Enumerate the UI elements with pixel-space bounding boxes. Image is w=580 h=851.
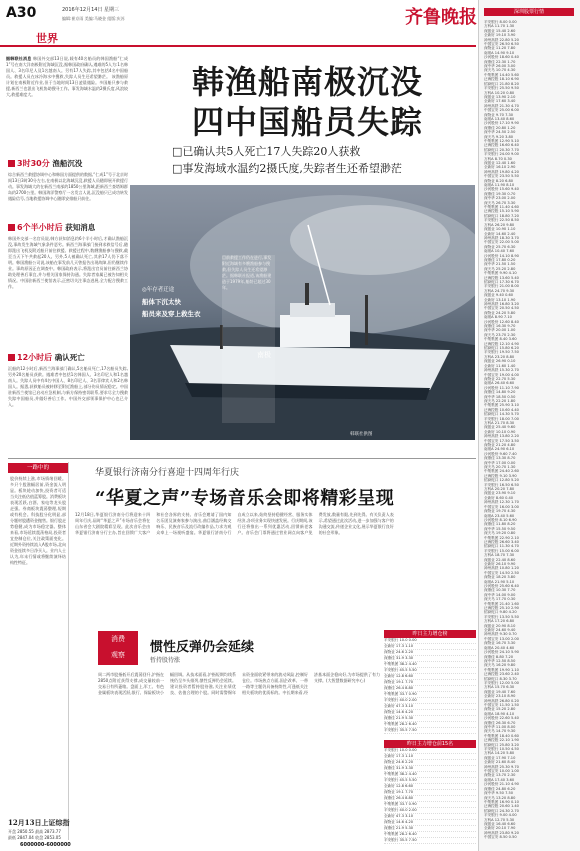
stock-row: 泛海控股 22.10 1.90 (484, 738, 519, 743)
table-row: 深物业 14.6 4.20 (384, 710, 476, 716)
stock-row: 深康佳 14.80 9.20 (484, 390, 516, 395)
stock-row: 平安银行 25.50 9.50 (484, 86, 519, 91)
headline-line-1: 韩渔船南极沉没 (191, 63, 423, 101)
stock-row: 万科A 14.20 5.80 (484, 751, 515, 756)
stock-row: 泛海控股 18.10 6.90 (484, 77, 519, 82)
stock-row: 神州高铁 19.80 4.20 (484, 169, 519, 174)
analysis-title: 惯性反弹仍会延续 (150, 640, 255, 655)
stock-row: 深振业 15.40 2.60 (484, 28, 516, 33)
stock-row: 沙河股份 14.10 8.90 (484, 253, 519, 258)
market-line-1: 开盘 2850.55 最高 2873.77 (8, 829, 61, 834)
table-title: 昨日主力增仓榜 (384, 630, 476, 638)
stock-row: 中国宝安 10.00 1.00 (484, 769, 519, 774)
table-rows (384, 748, 476, 844)
stock-rows (484, 20, 576, 842)
stock-row: 南玻A 14.90 9.10 (484, 50, 515, 55)
table-row: 深康佳 31.9 3.30 (384, 766, 476, 772)
stock-row: 深中华 15.50 9.50 (484, 526, 516, 531)
stock-row: 深中华 12.50 8.50 (484, 658, 516, 663)
stock-row: 深振业 20.90 8.10 (484, 623, 516, 628)
stock-row: 平安银行 15.00 6.00 (484, 548, 519, 553)
table-1 (384, 630, 476, 734)
stock-row: 深物业 19.70 4.30 (484, 509, 516, 514)
stock-row: 中集集团 8.40 3.60 (484, 337, 517, 342)
stock-row: 沙河股份 21.10 4.90 (484, 782, 519, 787)
stock-row: 万科A 18.70 7.30 (484, 553, 515, 558)
stock-row: 全新好 13.10 1.90 (484, 297, 516, 302)
stock-row: 中国宝安 19.00 4.00 (484, 372, 519, 377)
stock-row: 深物业 25.70 6.30 (484, 244, 516, 249)
stock-row: 南玻A 13.40 8.60 (484, 116, 515, 121)
stock-row: 深中华 9.50 7.50 (484, 791, 514, 796)
stock-row: 中集集团 19.90 1.10 (484, 667, 519, 672)
timeline-text: 综合新西兰救援协调中心和韩国方面提供的数据,“仁成1”号于北京时间13日3时30分左右,在南极以北海域沉没,救援人员随即展开救援行动。事发海域大约在新西兰南部约1850公里海域,距新西兰查塔姆群岛约2700公里。韩国海洋警察厅一名发言人说,沉没船只已成功转发遇险信号,当地救援协调中心随即安排船只前往。 (8, 172, 128, 201)
table-row: 深物业 19.1 7.70 (384, 790, 476, 796)
page-code: A30 (6, 5, 37, 21)
table-row: 深康佳 21.9 5.30 (384, 716, 476, 722)
table-row: 深物业 14.6 4.20 (384, 820, 476, 826)
stock-row: 深康佳 20.80 1.20 (484, 125, 516, 130)
stock-row: 全新好 16.10 2.90 (484, 165, 516, 170)
stock-row: 中集集团 18.40 0.60 (484, 733, 519, 738)
stock-row: 全新好 14.60 2.40 (484, 231, 516, 236)
stock-row: 深天马 16.20 9.80 (484, 663, 516, 668)
stock-row: 深振业 25.40 9.60 (484, 425, 516, 430)
stock-row: 招商蛇口 18.80 7.20 (484, 213, 519, 218)
stock-row: 平安银行 22.50 8.50 (484, 218, 519, 223)
stock-row: 全新好 11.60 1.40 (484, 363, 516, 368)
stock-row: 神州高铁 25.30 9.70 (484, 764, 519, 769)
stock-row: 招商蛇口 9.80 4.20 (484, 610, 517, 615)
stock-row: 神州高铁 22.80 5.20 (484, 37, 519, 42)
stock-row: 中国宝安 13.00 2.00 (484, 636, 519, 641)
stock-row: 深天马 20.70 1.30 (484, 465, 516, 470)
badge-bottom: 观察 (111, 651, 125, 659)
stock-row: 万科A 17.20 6.80 (484, 619, 515, 624)
stock-row: 沙河股份 11.10 7.90 (484, 385, 519, 390)
stock-row: 南玻A 8.90 7.10 (484, 315, 512, 320)
table-row: 平安银行 45.5 5.50 (384, 778, 476, 784)
table-row: 平安银行 35.5 7.50 (384, 728, 476, 734)
stock-row: 深物业 18.20 3.80 (484, 575, 516, 580)
stock-row: 深康佳 13.30 8.70 (484, 456, 516, 461)
bullet-icon (8, 354, 15, 361)
stock-row: 沙河股份 25.60 6.40 (484, 584, 519, 588)
stock-row: 深物业 16.70 3.30 (484, 641, 516, 646)
photo-label-2: 船员来及穿上救生衣 (142, 310, 201, 318)
stock-row: 沙河股份 24.10 5.90 (484, 650, 519, 655)
table-row: 平安银行 35.5 7.50 (384, 838, 476, 844)
table-row: 中集集团 33.7 0.90 (384, 692, 476, 698)
table-row: 全新好 17.3 1.10 (384, 644, 476, 650)
stock-row: 南玻A 11.90 8.10 (484, 183, 515, 188)
stock-row: 沙河股份 15.60 9.40 (484, 187, 519, 192)
stock-row: 神州高铁 26.80 0.20 (484, 698, 519, 703)
stock-row: 平安银行 24.00 9.00 (484, 152, 519, 157)
stock-row: 深振业 22.40 8.60 (484, 557, 516, 562)
stock-row: 中国宝安 17.50 3.50 (484, 438, 519, 443)
table-row: 全新好 47.3 3.10 (384, 704, 476, 710)
stock-row: 深康佳 16.30 9.70 (484, 324, 516, 329)
stock-row: 万科A 8.70 0.30 (484, 156, 512, 161)
stock-row: 深天马 19.20 0.80 (484, 531, 516, 536)
stock-row: 平安银行 13.50 5.50 (484, 614, 519, 619)
stock-row: 招商蛇口 24.30 2.70 (484, 808, 519, 813)
photo-label-top: ◎年存者迁途 (142, 287, 175, 293)
stock-row: 深康佳 10.30 7.70 (484, 588, 516, 593)
stock-row: 招商蛇口 17.30 6.70 (484, 279, 519, 284)
stock-row: 深物业 24.20 5.80 (484, 310, 516, 315)
stock-row: 中集集团 16.90 0.10 (484, 799, 519, 804)
market-summary (8, 829, 98, 840)
stock-row: 中国宝安 23.50 5.50 (484, 174, 519, 179)
stock-row: 泛海控股 13.60 5.40 (484, 275, 519, 280)
stock-row: 南玻A 21.90 5.10 (484, 579, 515, 584)
stock-row: 泛海控股 23.60 2.40 (484, 672, 519, 677)
stock-row: 泛海控股 25.10 2.90 (484, 606, 519, 611)
timeline-time: 3时30分 (17, 159, 50, 168)
column-badge (98, 631, 138, 665)
stock-row: 深中华 23.00 2.00 (484, 196, 516, 201)
stock-row: 深康佳 26.30 6.70 (484, 720, 516, 725)
table-row: 全新好 17.3 1.10 (384, 754, 476, 760)
stock-row: 神州高铁 15.30 2.70 (484, 368, 519, 373)
stock-row: 南玻A 10.40 7.60 (484, 249, 515, 254)
table-row: 平安银行 10.0 0.00 (384, 638, 476, 644)
stock-row: 招商蛇口 8.30 3.70 (484, 676, 517, 681)
stock-row: 深振业 12.40 1.60 (484, 161, 516, 165)
stock-row: 深振业 13.90 2.10 (484, 94, 516, 99)
stock-row: 招商蛇口 15.80 6.20 (484, 346, 519, 351)
intro-text: 据韩联社消息 韩国外交部13日说,载有40名船员的韩国渔船“仁成1”号在南大洋南极附近海域沉没,据韩国政府确认,遇难的5人为:1名韩国人、3名印尼人及1名越南人。另有17人失踪,其中包括4名中国船员。救援人员在冰冷海水中搜救,失踪人员生还希望渺茫。 该渔船原计划在南极附近作业,但于当地时间13日凌晨遇险。多国船只参与救援,新西兰也派出飞机协助搜寻工作。事发海域水温约2摄氏度,风浪较大,救援难度大。 (6, 56, 128, 97)
table-row: 深物业 24.6 2.20 (384, 650, 476, 656)
bullet-icon (8, 160, 15, 167)
stock-row: 万科A 20.20 7.80 (484, 487, 515, 492)
stock-row: 沙河股份 22.60 5.40 (484, 716, 519, 721)
subhead-1: □已确认共5人死亡17人失踪20人获救 (172, 145, 361, 158)
stock-row: 深中华 26.00 3.00 (484, 64, 516, 69)
stock-column-title: 深圳股票行情 (484, 8, 574, 16)
culture-body: 12月18日,华夏银行济南分行将迎来十四周年行庆,届时“华夏之声”专场音乐会将在山东省会大剧院精彩呈现。此次音乐会由华夏银行济南分行主办,旨在回馈广大客户和社会各界的支持。音乐会邀请了国内知名乐团及演奏家参与演出,曲目涵盖经典交响乐、民族音乐及流行改编作品,力求为观众奉上一场视听盛宴。华夏银行济南分行自成立以来,始终坚持稳健经营、服务实体经济,各项业务实现快速发展。行庆期间,该行还将推出一系列优惠活动,回馈新老客户。音乐会门票将通过营业网点向客户免费发放,数量有限,先到先得。有关负责人表示,希望通过此次活动,进一步加强与客户的沟通交流,传递企业文化,展示华夏银行良好的社会形象。 (75, 512, 394, 535)
stock-row: 深中华 18.50 0.50 (484, 394, 516, 399)
stock-row: 泛海控股 9.10 3.90 (484, 473, 517, 478)
stock-row: 南玻A 23.40 5.60 (484, 513, 515, 518)
stock-row: 中集集团 25.90 3.10 (484, 403, 519, 408)
stock-row: 中集集团 11.40 4.60 (484, 205, 519, 210)
stock-row: 万科A 21.70 8.30 (484, 420, 515, 425)
timeline-label: 获知消息 (65, 223, 96, 232)
table-row: 深物业 24.6 2.20 (384, 760, 476, 766)
stock-row: 泛海控股 20.60 1.40 (484, 804, 519, 809)
market-line-2: 最低 2847.04 收盘 2853.05 (8, 834, 61, 840)
table-rows (384, 638, 476, 734)
timeline-1 (8, 158, 128, 226)
stock-row: 深物业 8.20 6.80 (484, 178, 514, 183)
stock-row: 全新好 26.10 9.90 (484, 561, 516, 566)
analysis-body: 周二两市股指低开后震荡回升,沪指在2850点附近获得支撑,成交量较前一交易日有所萎缩。盘面上,军工、有色金属板块表现活跃,银行、保险板块小幅回调。从技术面看,沪指短期均线系统仍呈多头排列,惯性反弹仍会延续。建议投资者暂持股待涨,关注业绩优良、估值合理的个股。同时需警惕年末资金面收紧带来的波动风险,控制好仓位。市场热点方面,国企改革、一带一路等主题仍具备持续性,可逢低关注相关板块的优质标的。中长期来看,经济基本面企稳向好,为市场提供了有力支撑。(大智慧数据研究中心) (98, 672, 380, 695)
stock-row: 全新好 23.10 8.90 (484, 694, 516, 699)
bullet-icon (8, 224, 15, 231)
headline (150, 62, 465, 142)
stock-row: 南玻A 18.90 4.10 (484, 711, 515, 716)
stock-row: 深物业 13.70 2.30 (484, 773, 516, 778)
analysis-subtitle: 暂持股待涨 (150, 657, 181, 664)
stock-row: 深振业 26.90 0.10 (484, 359, 516, 364)
timeline-label: 渔船沉没 (52, 159, 83, 168)
timeline-2 (8, 222, 128, 344)
stock-row: 全新好 10.10 0.90 (484, 429, 516, 434)
stock-row: 深天马 22.20 1.80 (484, 398, 516, 403)
headline-line-2: 四中国船员失踪 (191, 103, 423, 141)
photo-credit: 韩联社供图 (350, 432, 373, 437)
stock-row: 万科A 11.70 1.30 (484, 24, 515, 29)
stock-row: 中集集团 14.40 5.60 (484, 72, 519, 77)
stock-row: 招商蛇口 11.30 4.70 (484, 544, 519, 549)
stock-row: 中国宝安 22.00 5.00 (484, 240, 519, 245)
table-row: 平安银行 45.5 5.50 (384, 668, 476, 674)
table-row: 平安银行 10.0 0.00 (384, 748, 476, 754)
stock-row: 中国宝安 14.50 2.50 (484, 570, 519, 575)
section-title: 世界 (36, 32, 58, 45)
table-row: 平安银行 40.0 2.00 (384, 808, 476, 814)
stock-row: 招商蛇口 12.80 5.20 (484, 478, 519, 483)
stock-row: 南玻A 24.90 6.10 (484, 447, 515, 452)
stock-row: 沙河股份 8.10 6.90 (484, 517, 517, 522)
stock-row: 深中华 24.50 2.50 (484, 130, 516, 135)
stock-row: 深中华 17.00 0.00 (484, 460, 516, 465)
stock-row: 万科A 12.70 5.30 (484, 817, 515, 822)
table-row: 全新好 12.8 6.60 (384, 674, 476, 680)
stock-row: 中集集团 22.90 2.10 (484, 535, 519, 540)
stock-row: 南玻A 26.40 6.60 (484, 381, 515, 386)
stock-row: 深中华 14.00 9.00 (484, 592, 516, 597)
stock-row: 深物业 15.20 2.80 (484, 707, 516, 712)
ad-column-title: 一路中的 (8, 463, 68, 473)
stock-row: 平安银行 19.50 7.50 (484, 350, 519, 355)
editors-line: 编辑:崔京雨 美编:马晓金 组版:庆苏 (62, 16, 125, 21)
stock-row: 泛海控股 16.60 6.40 (484, 143, 519, 148)
issue-date: 2016年12月14日 星期三 (62, 7, 120, 13)
stock-row: 神州高铁 13.80 2.20 (484, 434, 519, 439)
stock-row: 深物业 21.20 4.80 (484, 443, 516, 447)
stock-row: 平安银行 21.00 8.00 (484, 284, 519, 289)
stock-row: 万科A 15.70 6.30 (484, 685, 515, 690)
market-title: 12月13日上证综指 (8, 818, 70, 827)
stock-row: 沙河股份 17.10 9.90 (484, 121, 519, 126)
table-row: 平安银行 40.0 2.00 (384, 698, 476, 704)
stock-row: 万科A 24.70 9.30 (484, 288, 515, 293)
stock-row: 全新好 17.60 3.40 (484, 99, 516, 104)
stock-row: 深物业 9.70 7.30 (484, 112, 514, 117)
stock-row: 平安银行 18.00 7.00 (484, 416, 519, 421)
stock-row: 神州高铁 18.30 3.70 (484, 235, 519, 240)
stock-row: 深中华 11.00 8.00 (484, 725, 516, 729)
table-2-main (384, 740, 476, 844)
stock-row: 中国宝安 8.50 0.50 (484, 835, 517, 840)
stock-row: 神州高铁 12.30 1.70 (484, 500, 519, 505)
stock-row: 深中华 21.50 1.50 (484, 262, 516, 267)
stock-row: 全新好 8.60 0.40 (484, 495, 514, 500)
stock-row: 招商蛇口 25.80 3.20 (484, 742, 519, 747)
stock-row: 中集集团 21.40 1.60 (484, 601, 519, 606)
stock-row: 深中华 20.00 1.00 (484, 328, 516, 333)
stock-row: 深天马 14.70 9.30 (484, 729, 516, 734)
intro-head: 据韩联社消息 (6, 56, 32, 61)
table-title: 昨日主力增仓前15名 (384, 740, 476, 748)
stock-row: 中国宝安 11.50 1.50 (484, 702, 519, 707)
stock-row: 万科A 26.20 9.80 (484, 222, 515, 227)
stock-row: 神州高铁 21.30 4.70 (484, 103, 519, 108)
stock-row: 中集集团 24.40 2.60 (484, 469, 519, 474)
table-row: 中集集团 28.2 6.40 (384, 832, 476, 838)
stock-row: 平安银行 9.00 4.00 (484, 813, 517, 818)
stock-row: 平安银行 16.50 6.50 (484, 482, 519, 487)
timeline-label: 确认死亡 (54, 353, 85, 362)
stock-row: 深康佳 19.30 0.70 (484, 191, 516, 196)
stock-row: 神州高铁 9.30 0.70 (484, 632, 517, 637)
badge-top: 消费 (111, 635, 125, 643)
newspaper-logo: 齐鲁晚报 (405, 7, 477, 28)
table-row: 全新好 47.3 3.10 (384, 814, 476, 820)
stock-row: 深康佳 24.80 6.20 (484, 786, 516, 791)
stock-row: 深振业 9.40 0.60 (484, 293, 514, 298)
stock-row: 深天马 17.70 0.30 (484, 597, 516, 602)
stock-row: 平安银行 8.00 0.00 (484, 20, 517, 24)
stock-row: 招商蛇口 21.80 8.20 (484, 81, 519, 86)
stock-row: 全新好 21.60 8.40 (484, 760, 516, 765)
stock-row: 深康佳 22.30 1.70 (484, 59, 516, 64)
table-row: 中集集团 33.7 0.90 (384, 802, 476, 808)
stock-row: 万科A 23.20 8.80 (484, 354, 515, 359)
stock-row: 深天马 25.20 2.80 (484, 266, 516, 271)
culture-subtitle: 华夏银行济南分行喜迎十四周年行庆 (95, 468, 240, 478)
stock-row: 深康佳 17.80 0.20 (484, 257, 516, 262)
stock-row: 沙河股份 12.60 8.40 (484, 319, 519, 324)
stock-row: 泛海控股 26.60 3.40 (484, 539, 519, 544)
stock-row: 神州高铁 16.80 3.20 (484, 302, 519, 306)
header-rule (0, 45, 476, 47)
stock-row: 全新好 24.60 9.40 (484, 628, 516, 633)
stock-row: 沙河股份 18.60 0.40 (484, 55, 519, 60)
timeline-text: 韩国外交部一名官员说,韩方获知消息约6个半小时后,才确认渔船沉没,事故发生海域气象条件恶劣。新西兰海事部门接到求救信号后,随即派出飞机及附近船只前往救援。救援过程中,数艘渔船参与搜救,截至当天下午共救起20人。另外,5人被确认死亡,其余17人仍下落不明。韩国渔船公司说,该船在事发前几天曾报告出现故障,但仍继续作业。事故原因正在调查中。韩国政府表示,将派出官员前往新西兰协助处理善后事宜,并与相关国家保持沟通。失踪者家属已被告知相关情况。中国驻新西兰使馆表示,正密切关注事态进展,全力配合搜救工作。 (8, 236, 128, 289)
stock-row: 中国宝安 20.50 4.50 (484, 306, 519, 311)
hotline: 6000000-6000000 (20, 842, 71, 848)
left-column (6, 56, 128, 156)
culture-title: “华夏之声”专场音乐会即将精彩呈现 (95, 488, 395, 509)
table-row: 中集集团 38.2 4.40 (384, 772, 476, 778)
stock-row: 万科A 10.20 0.80 (484, 90, 515, 95)
stock-row: 泛海控股 15.10 5.90 (484, 209, 519, 214)
table-row: 全新好 12.8 6.60 (384, 784, 476, 790)
stock-row: 深振业 23.90 9.10 (484, 491, 516, 496)
stock-row: 深物业 22.70 5.30 (484, 376, 516, 381)
photo-note: 南极 (257, 351, 271, 359)
stock-row: 招商蛇口 20.30 7.70 (484, 147, 519, 152)
stock-row: 深物业 11.20 7.80 (484, 46, 516, 51)
stock-row: 泛海控股 10.60 4.40 (484, 407, 519, 412)
timeline-3 (8, 352, 128, 462)
table-row: 深康佳 21.9 5.30 (384, 826, 476, 832)
table-row: 中集集团 38.2 4.40 (384, 662, 476, 668)
stock-row: 深振业 10.90 1.10 (484, 227, 516, 232)
stock-row: 深天马 10.70 4.30 (484, 68, 516, 73)
stock-row: 南玻A 17.40 3.60 (484, 777, 515, 782)
stock-row: 全新好 20.10 7.90 (484, 826, 516, 831)
stock-row: 中国宝安 25.00 6.00 (484, 108, 519, 113)
stock-row: 全新好 19.10 3.90 (484, 33, 516, 38)
stock-row: 中国宝安 16.00 3.00 (484, 504, 519, 509)
table-row: 深物业 19.1 7.70 (384, 680, 476, 686)
section-divider (8, 458, 476, 459)
timeline-time: 6个半小时后 (17, 223, 63, 232)
stock-row: 神州高铁 23.80 9.20 (484, 830, 519, 835)
stock-row: 招商蛇口 14.30 5.70 (484, 412, 519, 417)
table-row: 深康佳 26.4 8.80 (384, 686, 476, 692)
stock-row: 中集集团 12.90 5.10 (484, 138, 519, 143)
stock-row: 中国宝安 26.50 6.50 (484, 42, 519, 47)
stock-row: 深天马 26.70 3.30 (484, 200, 516, 205)
photo-label-1: 船体下沉太快 (142, 298, 181, 306)
stock-row: 平安银行 12.00 5.00 (484, 680, 519, 685)
timeline-text: 沉船约12小时后,新西兰海事部门确认,5名船员死亡,17名船员失踪,另外20名船员获救。遇难者中包括1名韩国人、3名印尼人和1名越南人。失踪人员中有4名中国人、8名印尼人、3名菲律宾人和2名韩国人。据悉,获救船员被转移至附近渔船上,部分伤员情况稳定。中国驻新西兰使馆已启动应急机制,与新方保持密切联系,要求尽全力搜救失踪中国船员,并做好善后工作。中国外交部领事保护中心也已介入。 (8, 366, 128, 407)
table-row: 中集集团 28.2 6.40 (384, 722, 476, 728)
table-row: 深康佳 31.9 3.30 (384, 656, 476, 662)
table-row: 深康佳 26.4 8.80 (384, 796, 476, 802)
stock-row: 深天马 9.20 3.80 (484, 134, 514, 139)
stock-row: 中集集团 9.90 4.10 (484, 271, 517, 276)
stock-row: 沙河股份 9.60 7.40 (484, 451, 517, 456)
stock-row: 深天马 23.70 2.30 (484, 332, 516, 337)
stock-row: 深康佳 8.80 7.20 (484, 654, 514, 659)
ad-text: 股价持续上涨,市场情绪回暖。多只个股涨幅居前,资金流入明显。板块轮动加快,投资者可适当关注低估值蓝筹股。消费板块表现活跃,白酒、家电等龙头股走强。券商板块震荡整理,短期或有机会。科技股分化明显,部分题材股遭资金抛售。银行股走势稳健,成为市场稳定器。整体来看,市场延续震荡格局,投资者宜控制仓位,关注政策面变化。近期外资持续流入A股市场,北向资金连续多日净买入。业内人士认为,年末行情或将继续演绎结构性特征。 (10, 476, 66, 565)
stock-row: 深天马 13.20 8.80 (484, 795, 516, 800)
stock-row: 泛海控股 12.10 4.90 (484, 341, 519, 346)
stock-row: 南玻A 20.40 4.60 (484, 645, 515, 650)
stock-row: 深振业 16.40 6.60 (484, 821, 516, 826)
subhead-2: □事发海域水温约2摄氏度,失踪者生还希望渺茫 (172, 162, 402, 175)
stock-row: 深振业 19.40 7.60 (484, 689, 516, 694)
timeline-time: 12小时后 (17, 353, 53, 362)
stock-row: 深振业 17.90 7.10 (484, 755, 516, 760)
photo-caption: 目前救援工作仍在进行,事发附近海域有多艘渔船参与搜救,但失踪人员生还希望渺茫。据韩联社报道,该渔船建造于1979年,船龄已超过30年。 (222, 255, 275, 423)
stock-row: 神州高铁 10.80 1.20 (484, 566, 519, 571)
stock-row: 深康佳 11.80 8.20 (484, 522, 516, 527)
stock-row: 平安银行 10.50 4.50 (484, 747, 519, 752)
